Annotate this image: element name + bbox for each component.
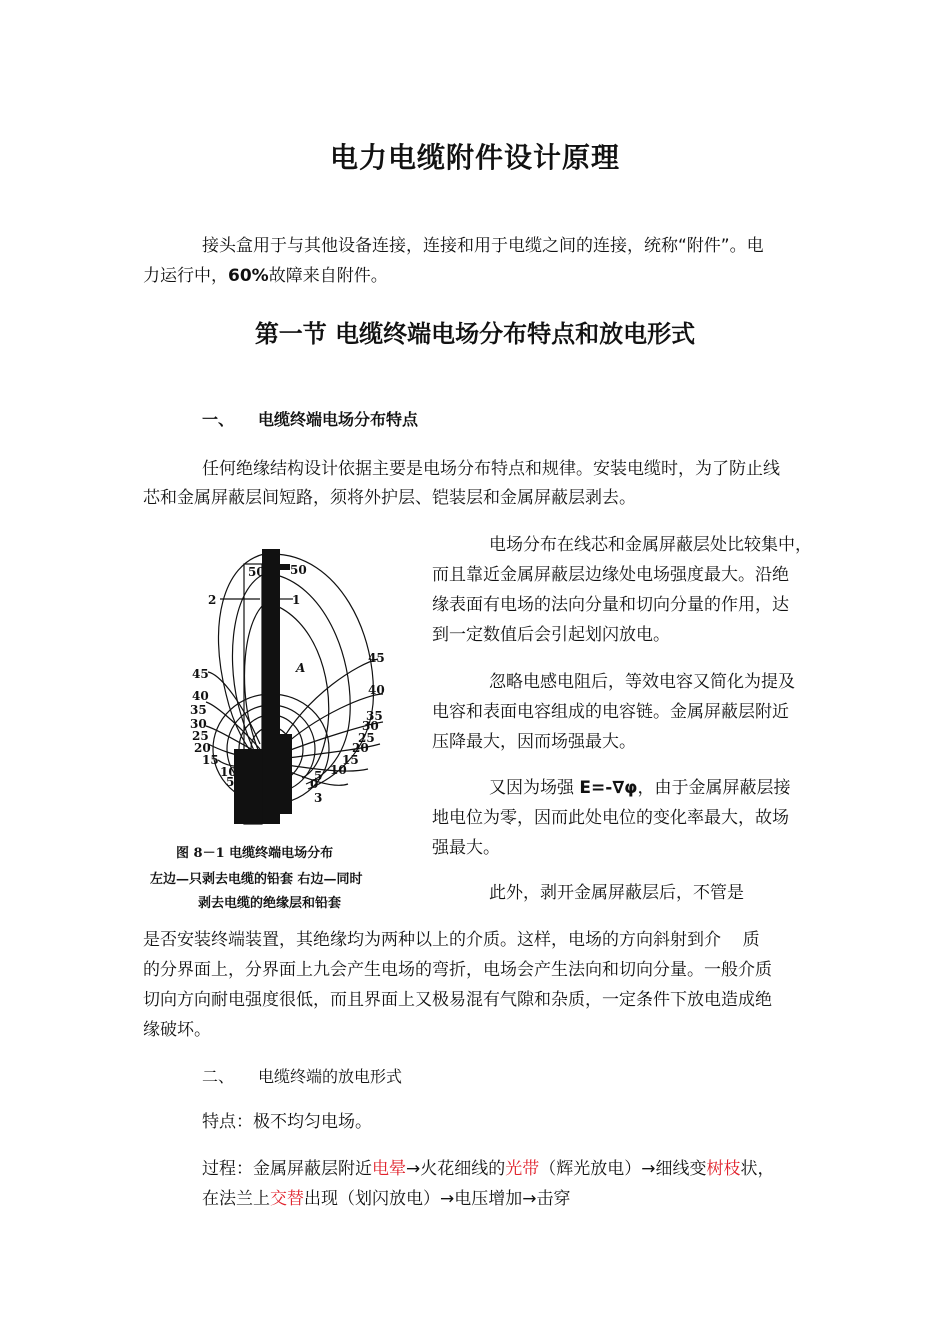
rc-p1-line-1: 电场分布在线芯和金属屏蔽层处比较集中， [489,535,812,555]
label-right-0: 0 [310,777,319,791]
rc-p1-line-2: 而且靠近金属屏蔽层边缘处电场强度最大。沿绝 [432,565,789,585]
subheading-1-number: 一、 [202,410,235,429]
full-para-line-3: 切向方向耐电强度很低，而且界面上又极易混有气隙和杂质，一定条件下放电造成绝 [143,990,772,1010]
label-left-35: 35 [190,703,207,717]
label-right-15: 15 [342,753,359,767]
subheading-2-label: 电缆终端的放电形式 [258,1067,403,1086]
rc-p3-line-3: 强最大。 [432,838,500,858]
intro-line-1: 接头盒用于与其他设备连接，连接和用于电缆之间的连接，统称“附件”。电 [202,236,764,256]
rc-p3-post: ，由于金属屏蔽层接 [637,778,791,798]
rc-p2-line-3: 压降最大，因而场强最大。 [432,732,636,752]
label-left-15: 15 [202,753,219,767]
label-left-25: 25 [192,729,209,743]
para1-line-1: 任何绝缘结构设计依据主要是电场分布特点和规律。安装电缆时，为了防止线 [202,459,780,479]
label-left-30: 30 [190,717,207,731]
label-right-10: 10 [330,763,347,777]
figure-caption-2: 左边—只剥去电缆的铅套 右边—同时 [150,872,363,887]
subheading-1 [202,407,418,430]
intro-text-end: 故障来自附件。 [268,266,388,286]
process-text-1: 过程：金属屏蔽层附近 [202,1159,372,1179]
field-distribution-figure [168,544,422,844]
intro-text: 力运行中， [143,266,228,286]
label-right-5: 5 [314,769,323,783]
label-left-20: 20 [194,741,211,755]
label-right-1: 1 [292,593,301,607]
label-right-20: 20 [352,741,369,755]
process-text-2: →火花细线的 [406,1159,506,1179]
rc-p4: 此外，剥开金属屏蔽层后，不管是 [489,883,744,903]
field-diagram [168,544,422,844]
para1-line-2: 芯和金属屏蔽层间短路，须将外护层、铠装层和金属屏蔽层剥去。 [143,488,636,508]
formula: E=-∇φ [579,778,638,798]
process-highlight-lightband: 光带 [505,1159,540,1179]
full-para-line-4: 缘破坏。 [143,1020,211,1040]
label-left-45: 45 [192,667,209,681]
full-para-line-1: 是否安装终端装置，其绝缘均为两种以上的介质。这样，电场的方向斜射到介 质 [143,930,760,950]
label-right-35: 35 [366,709,383,723]
label-left-10: 10 [220,765,237,779]
rc-p3-line-2: 地电位为零，因而此处电位的变化率最大，故场 [432,808,789,828]
label-left-50: 50 [248,565,265,579]
subheading-1-label: 电缆终端电场分布特点 [258,410,419,429]
process-highlight-corona: 电晕 [372,1159,406,1179]
rc-p1-line-4: 到一定数值后会引起划闪放电。 [432,625,670,645]
section-heading: 第一节 电缆终端电场分布特点和放电形式 [254,320,696,348]
figure-caption-3: 剥去电缆的绝缘层和铅套 [198,896,342,911]
full-para-line-2: 的分界面上，分界面上九会产生电场的弯折，电场会产生法向和切向分量。一般介质 [143,960,772,980]
subheading-2-number: 二、 [202,1067,235,1086]
rc-p2-line-1: 忽略电感电阻后，等效电容又简化为提及 [489,672,795,692]
rc-p3-line-1 [489,773,790,803]
process-text-3: （辉光放电）→细线变 [539,1159,707,1179]
label-right-50: 50 [290,563,307,577]
process-highlight-tree: 树枝 [706,1159,741,1179]
intro-percent: 60% [228,266,269,286]
label-right-30: 30 [362,719,379,733]
subheading-2 [202,1064,402,1087]
feature-line: 特点：极不均匀电场。 [202,1112,372,1132]
page-title: 电力电缆附件设计原理 [329,141,620,174]
figure-caption-1: 图 8－1 电缆终端电场分布 [176,846,334,861]
process-text-4: 状， [740,1159,775,1179]
rc-p3-pre: 又因为场强 [489,778,580,798]
label-left-5: 5 [226,775,235,789]
rc-p1-line-3: 缘表面有电场的法向分量和切向分量的作用，达 [432,595,789,615]
label-right-40: 40 [368,683,385,697]
process-line-1 [202,1154,775,1184]
process-line-2 [202,1184,571,1214]
label-A: A [296,661,306,675]
label-left-2: 2 [208,593,217,607]
intro-line-2 [143,261,388,291]
rc-p2-line-2: 电容和表面电容组成的电容链。金属屏蔽层附近 [432,702,789,722]
process-highlight-alternate: 交替 [270,1189,304,1209]
label-right-25: 25 [358,731,375,745]
process-text-6: 出现（划闪放电）→电压增加→击穿 [304,1189,571,1209]
process-text-5: 在法兰上 [202,1189,270,1209]
label-left-40: 40 [192,689,209,703]
label-right-45: 45 [368,651,385,665]
label-right-3: 3 [314,791,323,805]
